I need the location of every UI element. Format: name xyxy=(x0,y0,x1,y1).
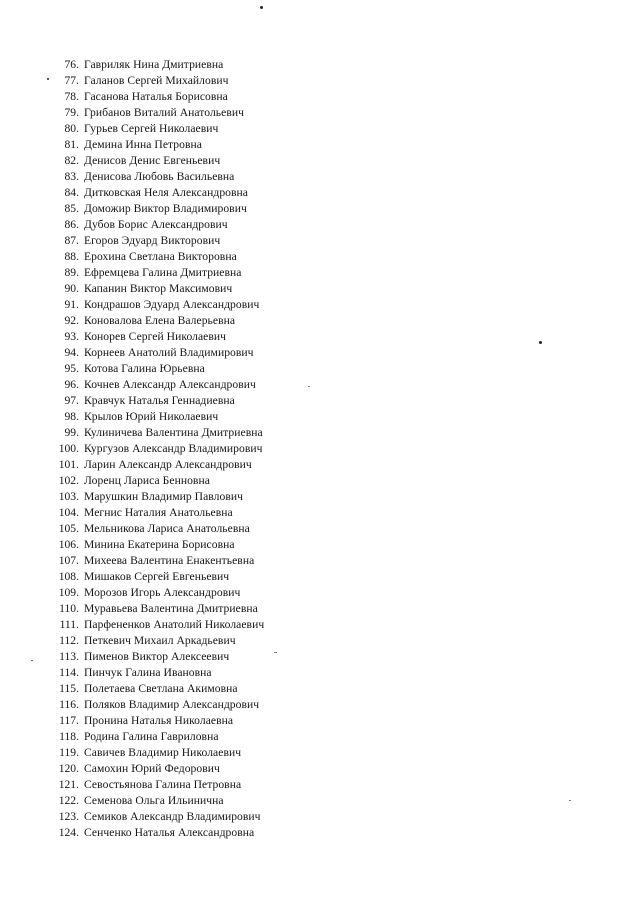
list-item xyxy=(44,201,264,217)
list-item-number: 76. xyxy=(64,58,79,71)
list-item xyxy=(44,793,264,809)
list-item-name: Мельникова Лариса Анатольевна xyxy=(84,522,250,535)
list-item-name: Капанин Виктор Максимович xyxy=(84,282,233,295)
list-item-number: 102. xyxy=(58,474,79,487)
list-item-number: 85. xyxy=(64,202,79,215)
list-item-number: 96. xyxy=(64,378,79,391)
list-item-name: Егоров Эдуард Викторович xyxy=(84,234,221,247)
list-item-number: 112. xyxy=(59,634,79,647)
list-item xyxy=(44,777,264,793)
list-item xyxy=(44,217,264,233)
list-item-number: 116. xyxy=(59,698,79,711)
list-item xyxy=(44,505,264,521)
list-item-name: Мишаков Сергей Евгеньевич xyxy=(84,570,230,583)
list-item xyxy=(44,665,264,681)
list-item-number: 79. xyxy=(64,106,79,119)
list-item-name: Пинчук Галина Ивановна xyxy=(84,666,212,679)
list-item-number: 92. xyxy=(64,314,79,327)
list-item-name: Денисов Денис Евгеньевич xyxy=(84,154,221,167)
list-item-name: Кургузов Александр Владимирович xyxy=(84,442,263,455)
list-item-number: 106. xyxy=(58,538,79,551)
list-item-name: Кочнев Александр Александрович xyxy=(84,378,256,391)
list-item-name: Галанов Сергей Михайлович xyxy=(84,74,229,87)
list-item-name: Родина Галина Гавриловна xyxy=(84,730,219,743)
list-item-name: Полетаева Светлана Акимовна xyxy=(84,682,238,695)
list-item-name: Марушкин Владимир Павлович xyxy=(84,490,243,503)
list-item-name: Доможир Виктор Владимирович xyxy=(84,202,247,215)
list-item-number: 109. xyxy=(58,586,79,599)
list-item-name: Лоренц Лариса Бенновна xyxy=(84,474,210,487)
list-item-name: Коновалова Елена Валерьевна xyxy=(84,314,236,327)
list-item-number: 118. xyxy=(59,730,79,743)
list-item-number: 105. xyxy=(58,522,79,535)
list-item-number: 123. xyxy=(58,810,79,823)
list-item-name: Гасанова Наталья Борисовна xyxy=(84,90,228,103)
list-item xyxy=(44,569,264,585)
list-item-name: Петкевич Михаил Аркадьевич xyxy=(84,634,236,647)
list-item xyxy=(44,585,264,601)
list-item-number: 84. xyxy=(64,186,79,199)
list-item-number: 86. xyxy=(64,218,79,231)
list-item-number: 103. xyxy=(58,490,79,503)
list-item xyxy=(44,265,264,281)
list-item xyxy=(44,617,264,633)
list-item xyxy=(44,825,264,841)
list-item xyxy=(44,233,264,249)
list-item-number: 114. xyxy=(59,666,79,679)
list-item xyxy=(44,185,264,201)
list-item-number: 88. xyxy=(64,250,79,263)
list-item-number: 111. xyxy=(59,618,79,631)
list-item xyxy=(44,169,264,185)
list-item-name: Поляков Владимир Александрович xyxy=(84,698,260,711)
list-item xyxy=(44,441,264,457)
list-item-number: 113. xyxy=(59,650,79,663)
list-item xyxy=(44,329,264,345)
list-item xyxy=(44,89,264,105)
list-item-name: Ларин Александр Александрович xyxy=(84,458,252,471)
list-item-number: 95. xyxy=(64,362,79,375)
list-item-name: Сенченко Наталья Александровна xyxy=(84,826,255,839)
list-item-number: 91. xyxy=(64,298,79,311)
list-item xyxy=(44,105,264,121)
list-item-number: 100. xyxy=(58,442,79,455)
list-item-name: Пронина Наталья Николаевна xyxy=(84,714,234,727)
list-item xyxy=(44,313,264,329)
list-item-name: Гурьев Сергей Николаевич xyxy=(84,122,219,135)
scan-speck xyxy=(260,6,263,9)
list-item xyxy=(44,297,264,313)
list-item-number: 87. xyxy=(64,234,79,247)
list-item-number: 93. xyxy=(64,330,79,343)
list-item-name: Кулиничева Валентина Дмитриевна xyxy=(84,426,263,439)
list-item-name: Ефремцева Галина Дмитриевна xyxy=(84,266,242,279)
list-item-name: Минина Екатерина Борисовна xyxy=(84,538,235,551)
list-item xyxy=(44,729,264,745)
list-item-name: Семенова Ольга Ильинична xyxy=(84,794,224,807)
list-item xyxy=(44,425,264,441)
list-item xyxy=(44,361,264,377)
list-item xyxy=(44,121,264,137)
list-item-name: Мегнис Наталия Анатольевна xyxy=(84,506,233,519)
scan-speck xyxy=(31,660,33,661)
list-item xyxy=(44,601,264,617)
list-item-name: Крылов Юрий Николаевич xyxy=(84,410,219,423)
list-item-name: Корнеев Анатолий Владимирович xyxy=(84,346,254,359)
list-item-number: 81. xyxy=(64,138,79,151)
list-item xyxy=(44,697,264,713)
list-item-name: Севостьянова Галина Петровна xyxy=(84,778,242,791)
list-item xyxy=(44,713,264,729)
list-item xyxy=(44,137,264,153)
list-item-number: 101. xyxy=(58,458,79,471)
list-item xyxy=(44,553,264,569)
list-item-number: 107. xyxy=(58,554,79,567)
list-item-name: Грибанов Виталий Анатольевич xyxy=(84,106,244,119)
list-item-name: Демина Инна Петровна xyxy=(84,138,202,151)
list-item xyxy=(44,345,264,361)
list-item-name: Михеева Валентина Енакентьевна xyxy=(84,554,255,567)
list-item-number: 98. xyxy=(64,410,79,423)
list-item-name: Семиков Александр Владимирович xyxy=(84,810,261,823)
list-item xyxy=(44,281,264,297)
list-item-number: 110. xyxy=(59,602,79,615)
list-item-number: 119. xyxy=(59,746,79,759)
list-item-number: 78. xyxy=(64,90,79,103)
list-item xyxy=(44,393,264,409)
list-item-number: 80. xyxy=(64,122,79,135)
scan-speck xyxy=(308,386,310,387)
list-item-name: Пименов Виктор Алексеевич xyxy=(84,650,230,663)
list-item-name: Дубов Борис Александрович xyxy=(84,218,228,231)
list-item-name: Котова Галина Юрьевна xyxy=(84,362,205,375)
list-item-number: 104. xyxy=(58,506,79,519)
list-item-name: Муравьева Валентина Дмитриевна xyxy=(84,602,258,615)
list-item xyxy=(44,809,264,825)
list-item-name: Конорев Сергей Николаевич xyxy=(84,330,227,343)
list-item-number: 97. xyxy=(64,394,79,407)
list-item-number: 120. xyxy=(58,762,79,775)
list-item-name: Ерохина Светлана Викторовна xyxy=(84,250,237,263)
list-item-name: Дитковская Неля Александровна xyxy=(84,186,248,199)
list-item xyxy=(44,377,264,393)
list-item-number: 77. xyxy=(64,74,79,87)
list-item-number: 122. xyxy=(58,794,79,807)
list-item-number: 90. xyxy=(64,282,79,295)
list-item-name: Морозов Игорь Александрович xyxy=(84,586,241,599)
list-item-number: 121. xyxy=(58,778,79,791)
list-item xyxy=(44,489,264,505)
list-item-number: 115. xyxy=(59,682,79,695)
list-item xyxy=(44,409,264,425)
list-item xyxy=(44,473,264,489)
list-item-number: 117. xyxy=(59,714,79,727)
scan-speck xyxy=(539,341,542,344)
list-item xyxy=(44,681,264,697)
list-item-number: 108. xyxy=(58,570,79,583)
name-list xyxy=(44,57,264,841)
list-item xyxy=(44,537,264,553)
list-item-number: 124. xyxy=(58,826,79,839)
list-item-name: Кондрашов Эдуард Александрович xyxy=(84,298,260,311)
list-item-name: Савичев Владимир Николаевич xyxy=(84,746,242,759)
list-item-name: Самохин Юрий Федорович xyxy=(84,762,220,775)
list-item xyxy=(44,761,264,777)
list-item-number: 82. xyxy=(64,154,79,167)
list-item-name: Гавриляк Нина Дмитриевна xyxy=(84,58,224,71)
list-item xyxy=(44,73,264,89)
list-item-number: 83. xyxy=(64,170,79,183)
list-item-name: Денисова Любовь Васильевна xyxy=(84,170,235,183)
scan-speck xyxy=(569,800,571,801)
list-item xyxy=(44,521,264,537)
list-item xyxy=(44,649,264,665)
list-item xyxy=(44,249,264,265)
list-item-name: Парфененков Анатолий Николаевич xyxy=(84,618,265,631)
list-item-name: Кравчук Наталья Геннадиевна xyxy=(84,394,235,407)
list-item xyxy=(44,457,264,473)
list-item xyxy=(44,633,264,649)
list-item-number: 89. xyxy=(64,266,79,279)
scan-speck xyxy=(274,652,277,653)
list-item-number: 94. xyxy=(64,346,79,359)
list-item xyxy=(44,57,264,73)
list-item xyxy=(44,745,264,761)
list-item xyxy=(44,153,264,169)
list-item-number: 99. xyxy=(64,426,79,439)
